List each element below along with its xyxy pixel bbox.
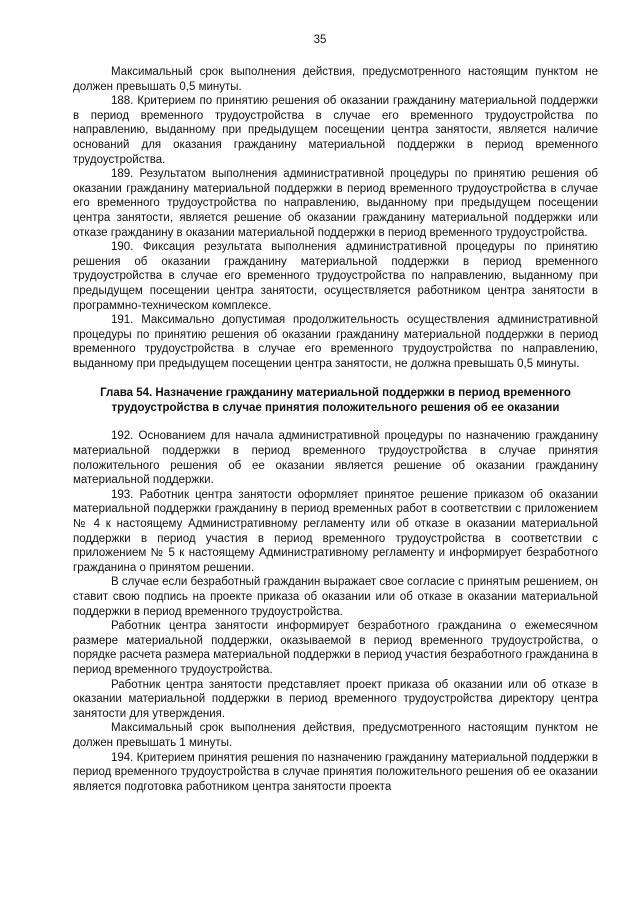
paragraph: 190. Фиксация результата выполнения административной процедуры по принятию решения об оказании гражданину материальной поддержки в период временного трудоустройства в случае его временного трудоустройства по направлению, выданному при предыдущем посещении центра занятости, осуществляется работником центра занятости в программно-техническом комплексе. [73, 241, 598, 312]
paragraph: 193. Работник центра занятости оформляет принятое решение приказом об оказании материальной поддержки гражданину в период временных работ в соответствии с приложением № 4 к настоящему Административному регламенту или об отказе в оказании материальной поддержки в период участия в период временного трудоустройства в соответствии с приложением № 5 к настоящему Административному регламенту и информирует безработного гражданина о принятом решении. [73, 488, 598, 574]
paragraph: 192. Основанием для начала административной процедуры по назначению гражданину материальной поддержки в период временного трудоустройства в случае принятия положительного решения об ее оказании является решение об оказании гражданину материальной поддержки. [73, 430, 598, 487]
page-number: 35 [313, 34, 327, 46]
paragraph: Максимальный срок выполнения действия, предусмотренного настоящим пунктом не должен превышать 1 минуты. [73, 722, 598, 749]
paragraph: Максимальный срок выполнения действия, предусмотренного настоящим пунктом не должен превышать 0,5 минуты. [73, 66, 598, 93]
paragraph: 189. Результатом выполнения административной процедуры по принятию решения об оказании гражданину материальной поддержки в период временного трудоустройства в случае его временного трудоустройства по направлению, выданному при предыдущем посещении центра занятости, является решение об оказании гражданину материальной поддержки или отказе гражданину в оказании материальной поддержки в период временного трудоустройства. [73, 168, 598, 239]
chapter-heading: Глава 54. Назначение гражданину материальной поддержки в период временного трудоустройства в случае принятия положительного решения об ее оказании [100, 387, 571, 415]
document-body [73, 65, 598, 794]
paragraph: Работник центра занятости представляет проект приказа об оказании или об отказе в оказании материальной поддержки в период временного трудоустройства директору центра занятости для утверждения. [73, 678, 598, 720]
paragraph: 194. Критерием принятия решения по назначению гражданину материальной поддержки в период временного трудоустройства в случае принятия положительного решения об ее оказании является подготовка работником центра занятости проекта [73, 751, 598, 793]
paragraph: 188. Критерием по принятию решения об оказании гражданину материальной поддержки в период временного трудоустройства в случае его временного трудоустройства по направлению, выданному при предыдущем посещении центра занятости, является наличие оснований для оказания гражданину материальной поддержки в период временного трудоустройства. [73, 95, 598, 166]
paragraph: Работник центра занятости информирует безработного гражданина о ежемесячном размере материальной поддержки, оказываемой в период временного трудоустройства, о порядке расчета размера материальной поддержки в период участия безработного гражданина в период временного трудоустройства. [73, 620, 598, 676]
paragraph: В случае если безработный гражданин выражает свое согласие с принятым решением, он ставит свою подпись на проекте приказа об оказании или об отказе в оказании материальной поддержки в период временного трудоустройства. [73, 576, 598, 618]
paragraph: 191. Максимально допустимая продолжительность осуществления административной процедуры по принятию решения об оказании гражданину материальной поддержки в период временного трудоустройства в случае его временного трудоустройства по направлению, выданному при предыдущем посещении центра занятости, не должна превышать 0,5 минуты. [73, 314, 598, 370]
